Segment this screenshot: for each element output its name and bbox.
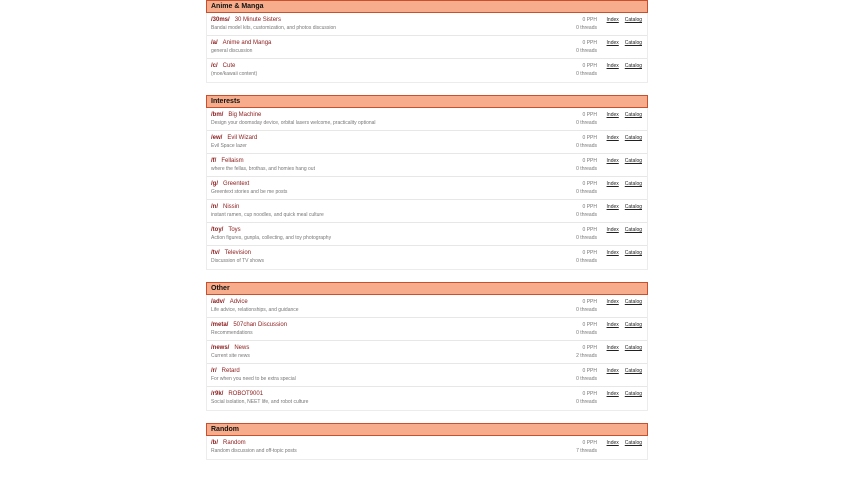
board-description: Evil Space lazer	[211, 143, 247, 149]
board-uri[interactable]: /adv/	[211, 299, 225, 305]
board-row	[207, 295, 647, 318]
board-description: Action figures, gunpla, collecting, and toy photography	[211, 235, 332, 241]
board-uri[interactable]: /g/	[211, 181, 218, 187]
board-title[interactable]: Cute	[222, 63, 236, 69]
catalog-link[interactable]: Catalog	[624, 17, 642, 23]
board-threads: 0 threads	[576, 376, 597, 382]
board-title[interactable]: Television	[224, 250, 252, 256]
board-stats	[576, 134, 597, 150]
board-threads: 0 threads	[576, 212, 597, 218]
board-uri[interactable]: /tv/	[211, 250, 220, 256]
board-row	[207, 13, 647, 36]
board-row	[207, 341, 647, 364]
catalog-link[interactable]: Catalog	[624, 299, 642, 305]
board-pph: 0 PPH	[582, 181, 597, 187]
catalog-link[interactable]: Catalog	[624, 391, 642, 397]
section-interests	[206, 95, 648, 270]
index-link[interactable]: Index	[606, 440, 619, 446]
board-title[interactable]: Advice	[229, 299, 248, 305]
board-stats	[576, 249, 597, 265]
board-row	[207, 131, 647, 154]
board-row	[207, 246, 647, 269]
board-row	[207, 364, 647, 387]
board-uri[interactable]: /n/	[211, 204, 218, 210]
board-description: Design your doomsday device, orbital lasers welcome, practicality optional	[211, 120, 376, 126]
catalog-link[interactable]: Catalog	[624, 227, 642, 233]
index-link[interactable]: Index	[606, 158, 619, 164]
board-threads: 0 threads	[576, 330, 597, 336]
board-row	[207, 387, 647, 410]
board-row	[207, 436, 647, 459]
board-pph: 0 PPH	[582, 227, 597, 233]
board-description: Greentext stories and be me posts	[211, 189, 288, 195]
board-description: where the fellas, brothas, and homies hang out	[211, 166, 315, 172]
board-title[interactable]: Evil Wizard	[227, 135, 258, 141]
board-title[interactable]: Big Machine	[228, 112, 262, 118]
board-description: instant ramen, cup noodles, and quick meal culture	[211, 212, 324, 218]
board-row	[207, 177, 647, 200]
board-uri[interactable]: /news/	[211, 345, 230, 351]
board-stats	[576, 344, 597, 360]
board-pph: 0 PPH	[582, 112, 597, 118]
board-description: Recommendations	[211, 330, 253, 336]
board-stats	[576, 367, 597, 383]
board-row	[207, 223, 647, 246]
board-uri[interactable]: /meta/	[211, 322, 229, 328]
catalog-link[interactable]: Catalog	[624, 204, 642, 210]
board-stats	[576, 180, 597, 196]
board-stats	[576, 298, 597, 314]
index-link[interactable]: Index	[606, 299, 619, 305]
board-uri[interactable]: /c/	[211, 63, 218, 69]
board-threads: 0 threads	[576, 120, 597, 126]
index-link[interactable]: Index	[606, 345, 619, 351]
board-threads: 0 threads	[576, 307, 597, 313]
board-row	[207, 154, 647, 177]
board-description: Bandai model kits, customization, and photos discussion	[211, 25, 337, 31]
board-description: general discussion	[211, 48, 253, 54]
board-threads: 0 threads	[576, 25, 597, 31]
section-anime-manga	[206, 0, 648, 83]
board-title[interactable]: Nissin	[223, 204, 240, 210]
index-link[interactable]: Index	[606, 322, 619, 328]
board-pph: 0 PPH	[582, 40, 597, 46]
board-uri[interactable]: /30ms/	[211, 17, 230, 23]
catalog-link[interactable]: Catalog	[624, 250, 642, 256]
board-title[interactable]: Greentext	[223, 181, 250, 187]
index-link[interactable]: Index	[606, 112, 619, 118]
catalog-link[interactable]: Catalog	[624, 63, 642, 69]
catalog-link[interactable]: Catalog	[624, 322, 642, 328]
board-uri[interactable]: /r/	[211, 368, 217, 374]
board-title[interactable]: Anime and Manga	[222, 40, 272, 46]
board-threads: 0 threads	[576, 143, 597, 149]
board-pph: 0 PPH	[582, 322, 597, 328]
board-stats	[576, 390, 597, 406]
board-row	[207, 318, 647, 341]
board-stats	[576, 39, 597, 55]
board-pph: 0 PPH	[582, 250, 597, 256]
index-link[interactable]: Index	[606, 227, 619, 233]
board-stats	[576, 111, 597, 127]
section-header: Anime & Manga	[206, 0, 648, 13]
board-row	[207, 59, 647, 82]
board-description: Random discussion and off-topic posts	[211, 448, 297, 454]
board-threads: 0 threads	[576, 189, 597, 195]
board-row	[207, 108, 647, 131]
index-link[interactable]: Index	[606, 135, 619, 141]
board-threads: 0 threads	[576, 48, 597, 54]
board-pph: 0 PPH	[582, 391, 597, 397]
board-pph: 0 PPH	[582, 368, 597, 374]
index-link[interactable]: Index	[606, 63, 619, 69]
board-uri[interactable]: /b/	[211, 440, 218, 446]
index-link[interactable]: Index	[606, 204, 619, 210]
board-uri[interactable]: /ew/	[211, 135, 223, 141]
index-link[interactable]: Index	[606, 40, 619, 46]
index-link[interactable]: Index	[606, 17, 619, 23]
board-pph: 0 PPH	[582, 158, 597, 164]
catalog-link[interactable]: Catalog	[624, 112, 642, 118]
catalog-link[interactable]: Catalog	[624, 158, 642, 164]
index-link[interactable]: Index	[606, 250, 619, 256]
board-threads: 0 threads	[576, 71, 597, 77]
catalog-link[interactable]: Catalog	[624, 40, 642, 46]
board-pph: 0 PPH	[582, 440, 597, 446]
board-stats	[576, 16, 597, 32]
board-pph: 0 PPH	[582, 345, 597, 351]
board-pph: 0 PPH	[582, 204, 597, 210]
index-link[interactable]: Index	[606, 181, 619, 187]
section-random	[206, 423, 648, 460]
board-description: For when you need to be extra special	[211, 376, 296, 382]
board-uri[interactable]: /a/	[211, 40, 218, 46]
board-uri[interactable]: /bm/	[211, 112, 224, 118]
board-pph: 0 PPH	[582, 135, 597, 141]
board-threads: 0 threads	[576, 235, 597, 241]
board-title[interactable]: News	[234, 345, 250, 351]
catalog-link[interactable]: Catalog	[624, 440, 642, 446]
board-title[interactable]: Random	[223, 440, 246, 446]
board-row	[207, 200, 647, 223]
section-header: Random	[206, 423, 648, 436]
section-header: Interests	[206, 95, 648, 108]
board-description: Social isolation, NEET life, and robot culture	[211, 399, 309, 405]
board-pph: 0 PPH	[582, 17, 597, 23]
board-pph: 0 PPH	[582, 63, 597, 69]
index-link[interactable]: Index	[606, 391, 619, 397]
board-description: Current site news	[211, 353, 250, 359]
board-threads: 7 threads	[576, 448, 597, 454]
catalog-link[interactable]: Catalog	[624, 345, 642, 351]
catalog-link[interactable]: Catalog	[624, 181, 642, 187]
board-uri[interactable]: /f/	[211, 158, 217, 164]
board-stats	[576, 157, 597, 173]
board-title[interactable]: Retard	[221, 368, 240, 374]
board-description: Life advice, relationships, and guidance	[211, 307, 299, 313]
board-threads: 0 threads	[576, 399, 597, 405]
board-stats	[576, 226, 597, 242]
catalog-link[interactable]: Catalog	[624, 135, 642, 141]
board-stats	[576, 321, 597, 337]
board-stats	[576, 439, 597, 455]
index-link[interactable]: Index	[606, 368, 619, 374]
board-threads: 2 threads	[576, 353, 597, 359]
board-uri[interactable]: /r9k/	[211, 391, 224, 397]
board-title[interactable]: 30 Minute Sisters	[234, 17, 282, 23]
section-header: Other	[206, 282, 648, 295]
board-title[interactable]: ROBOT9001	[228, 391, 264, 397]
board-description: Discussion of TV shows	[211, 258, 264, 264]
board-pph: 0 PPH	[582, 299, 597, 305]
board-title[interactable]: 507chan Discussion	[233, 322, 288, 328]
board-title[interactable]: Toys	[228, 227, 241, 233]
board-stats	[576, 62, 597, 78]
board-threads: 0 threads	[576, 258, 597, 264]
section-other	[206, 282, 648, 411]
board-description: (moe/kawaii content)	[211, 71, 258, 77]
board-threads: 0 threads	[576, 166, 597, 172]
board-uri[interactable]: /toy/	[211, 227, 224, 233]
board-title[interactable]: Fellaism	[221, 158, 244, 164]
catalog-link[interactable]: Catalog	[624, 368, 642, 374]
board-row	[207, 36, 647, 59]
board-stats	[576, 203, 597, 219]
